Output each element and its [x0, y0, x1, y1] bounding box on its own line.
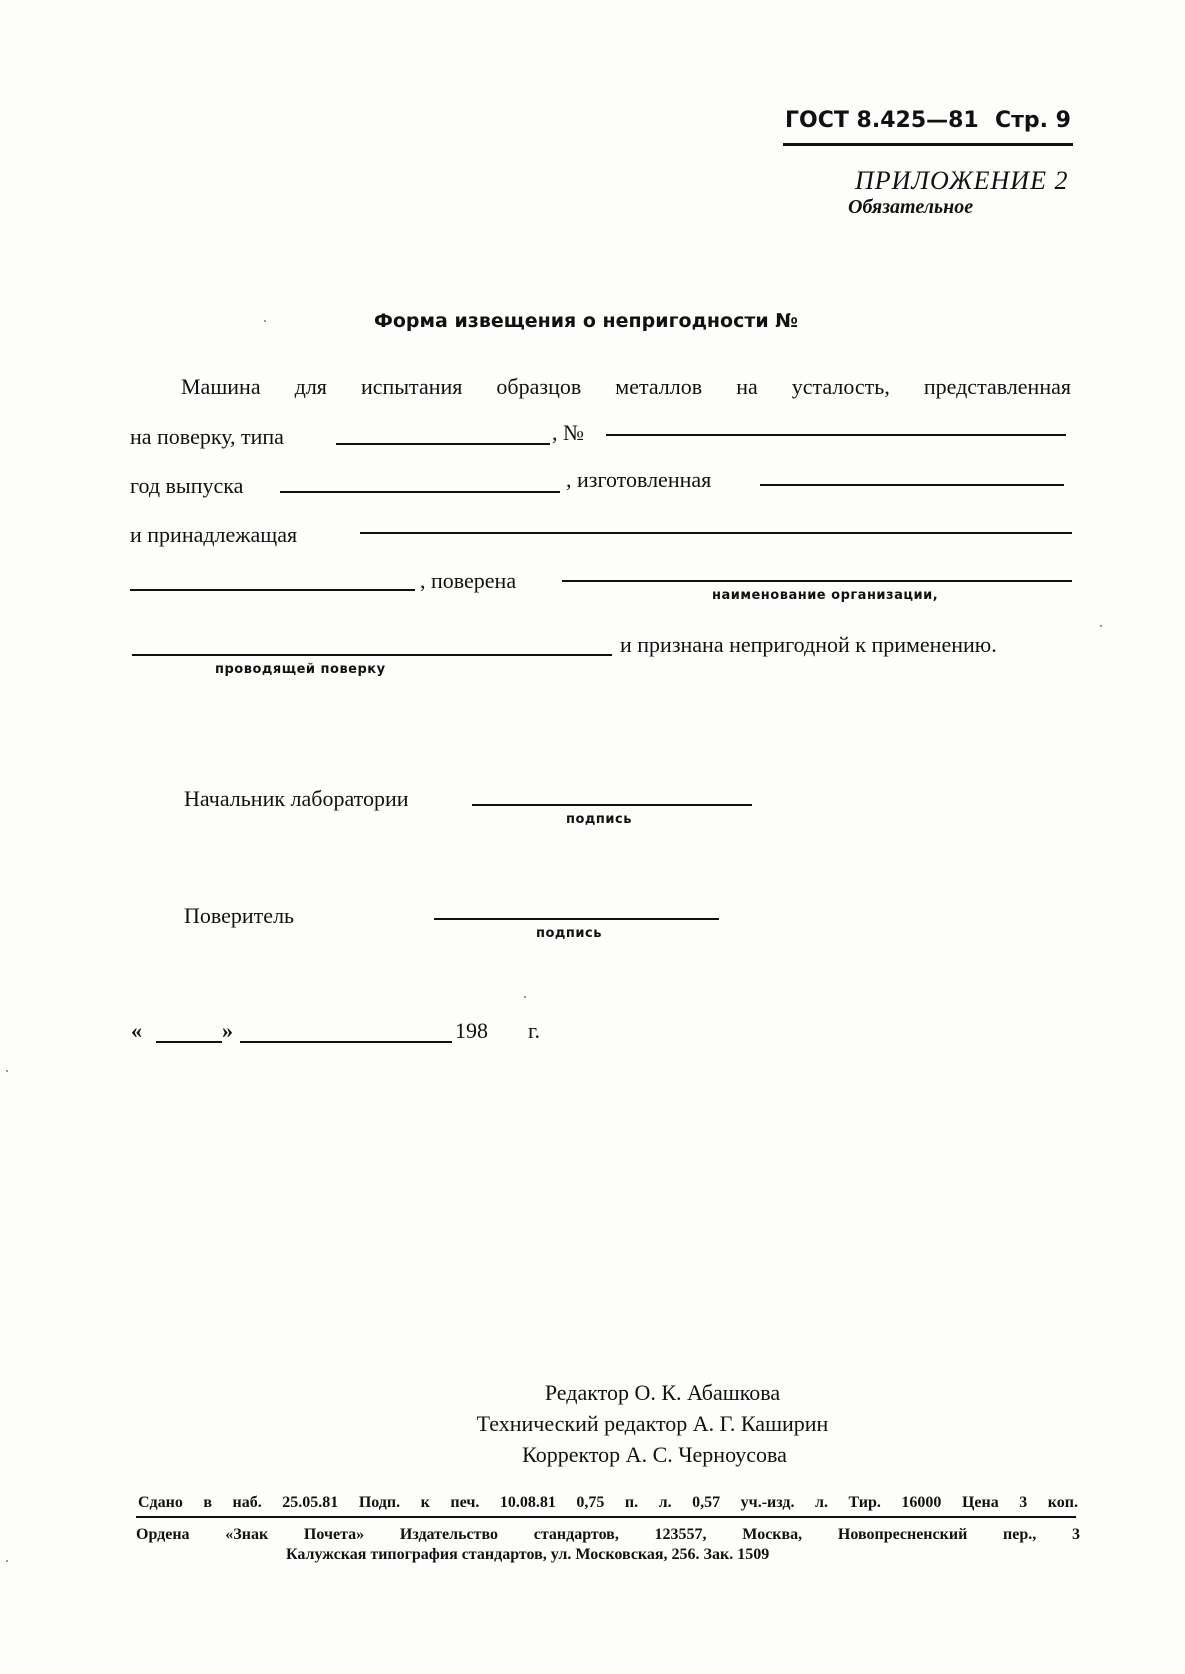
imprint-rule: [136, 1516, 1076, 1518]
standard-number: ГОСТ 8.425—81: [785, 108, 979, 133]
type-field[interactable]: [336, 443, 550, 445]
imprint-line-2: Ордена «Знак Почета» Издательство стандартов, 123557, Москва, Новопресненский пер., 3: [136, 1526, 1080, 1543]
date-quote-close: »: [222, 1018, 233, 1043]
imprint-line-1: Сдано в наб. 25.05.81 Подп. к печ. 10.08.81 0,75 п. л. 0,57 уч.-изд. л. Тир. 16000 Цена 3 коп.: [138, 1494, 1078, 1511]
form-intro-line: Машина для испытания образцов металлов на усталость, представленная: [181, 374, 1071, 399]
appendix-label: ПРИЛОЖЕНИЕ 2: [855, 166, 1069, 195]
credits-block: [0, 1377, 1185, 1470]
owner-label: и принадлежащая: [130, 522, 298, 547]
date-suffix: г.: [528, 1018, 541, 1043]
manufacturer-field[interactable]: [760, 484, 1064, 486]
caption-signature-2: подпись: [536, 926, 602, 941]
number-label: , №: [552, 420, 584, 445]
verifying-org-continuation-field[interactable]: [132, 654, 612, 656]
owner-field[interactable]: [360, 532, 1072, 534]
caption-organization: наименование организации,: [712, 588, 939, 603]
number-field[interactable]: [606, 434, 1066, 436]
lab-head-label: Начальник лаборатории: [184, 786, 409, 811]
unfit-statement: и признана непригодной к применению.: [620, 632, 997, 657]
owner-continuation-field[interactable]: [130, 589, 415, 591]
form-title: Форма извещения о непригодности №: [374, 310, 799, 332]
credit-editor: Редактор О. К. Абашкова: [544, 1380, 781, 1405]
scan-speck: [264, 320, 266, 322]
lab-head-signature-field[interactable]: [472, 804, 752, 806]
caption-signature-1: подпись: [566, 812, 632, 827]
verified-label: , поверена: [420, 568, 517, 593]
year-label: год выпуска: [130, 473, 244, 498]
year-field[interactable]: [280, 491, 560, 493]
verifier-label: Поверитель: [184, 903, 295, 928]
date-year: 198: [455, 1018, 488, 1043]
imprint-line-3: Калужская типография стандартов, ул. Московская, 256. Зак. 1509: [286, 1546, 770, 1563]
scan-speck: [524, 996, 526, 998]
caption-verifier: проводящей поверку: [215, 662, 386, 677]
scan-speck: [6, 1070, 8, 1072]
verifier-signature-field[interactable]: [434, 918, 719, 920]
date-day-field[interactable]: [156, 1041, 222, 1043]
date-quote-open: «: [131, 1018, 142, 1043]
type-label: на поверку, типа: [130, 424, 284, 449]
verifying-org-field[interactable]: [562, 580, 1072, 582]
date-month-field[interactable]: [240, 1041, 452, 1043]
credit-corrector: Корректор А. С. Черноусова: [522, 1442, 787, 1467]
header-rule: [783, 143, 1073, 146]
appendix-status: Обязательное: [848, 196, 974, 218]
scan-speck: [1100, 625, 1102, 627]
page-number: Стр. 9: [995, 108, 1071, 133]
scan-speck: [6, 1560, 8, 1562]
manufacturer-label: , изготовленная: [566, 467, 712, 492]
date-year-field[interactable]: [495, 1041, 523, 1043]
credit-tech-editor: Технический редактор А. Г. Каширин: [476, 1411, 829, 1436]
